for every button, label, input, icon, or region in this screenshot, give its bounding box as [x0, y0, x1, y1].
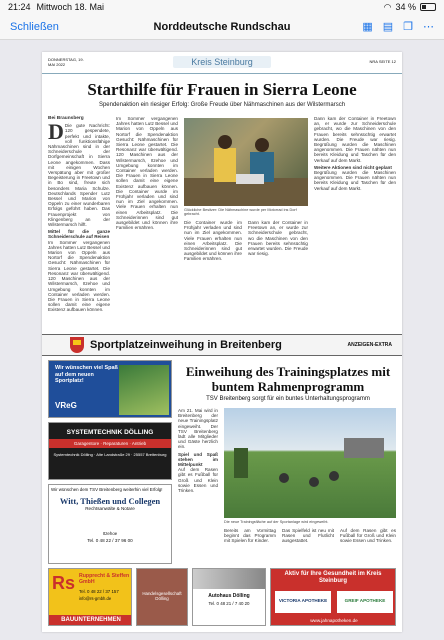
article1-text-4b: Dann kam der Container in Freetown an, er wurde zur Schneiderschule gebracht, wo die Maschinen von den Frauen bereits sehnsüchtig erwartet wurden. Die Freude war riesig.	[314, 116, 396, 142]
witt-office: Itzehoe	[102, 531, 118, 536]
section-title: Kreis Steinburg	[173, 56, 271, 68]
service-name: Handelsgesellschaft Dölling	[142, 591, 182, 601]
article2-column-4	[340, 528, 396, 564]
status-bar	[0, 0, 444, 14]
systemtechnik-ad[interactable]	[48, 422, 172, 480]
battery-icon	[420, 3, 436, 11]
article1-photo	[184, 118, 308, 206]
vr-bank-logo: VReG	[55, 401, 77, 410]
rupprecht-name: Rupprecht & Steffen GmbH	[79, 573, 130, 585]
article2-text-1: Am 21. Mai wird in Breitenberg der neue Trainingsplatz eingeweiht. Der TSV Breitenberg lädt alle Mitglieder und Gäste herzlich ein.	[178, 408, 218, 450]
article2-text-2: Auf dem Rasen gibt es Fußball für Groß und Klein sowie Essen und Trinken.	[178, 467, 218, 494]
article1-text-1: Die gute Nachricht: 120 gespendete, perfekt und intakte, voll funktionsfähige Nähmaschinen sind in der Schneiderschule der Dorfgemeinschaft in Sierra Leone angekommen. Dass mit einigen Wochen Verspätung aber mit großer Begeisterung in Freetown und in Bo sind, freute sich besonders Maria Schulze. Deutschlands Spender Lutz Bessel und Marion von Oppeln zu einer wunderbaren Erfolgs geführt haben. Das Frauenprojekt von Klingenberg an der Wilstermarsch hilft.	[48, 123, 110, 228]
victoria-pharmacy: VICTORIA APOTHEKE	[275, 591, 331, 613]
more-icon[interactable]: ⋯	[423, 21, 434, 33]
article1-text-2b: Im Sommer vergangenen Jahres hatten Lutz Bessel und Marion von Oppeln aus Nortorf die Spendenaktion Gesucht: Nähmaschinen für Sierra Leone gestartet. Die Resonanz war überwältigend. 120 Maschinen aus der Wilstermarsch, Itzehoe und Umgebung konnten im Container verladen werden. Die Frauen in Sierra Leone sollen damit eine eigene Existenz aufbauen können.	[116, 116, 178, 189]
article1-text-5b: Begrüßung wurden die Maschinen angenommen. Die Frauen nähten nun bereits Kleidung und Taschen für den Verkauf auf dem Markt.	[314, 170, 396, 191]
page-number: NRA SEITE 12	[369, 59, 396, 64]
auto-ad[interactable]	[192, 568, 266, 626]
breitenberg-crest-icon	[70, 337, 84, 353]
auto-name: Autohaus Dölling	[208, 593, 250, 599]
vr-ad[interactable]	[48, 360, 172, 418]
newspaper-page[interactable]	[42, 52, 402, 632]
vr-ad-headline: Wir wünschen viel Spaß auf dem neuen Sportplatz!	[55, 365, 118, 384]
article2-photo	[224, 408, 396, 518]
dropcap: D	[48, 119, 64, 145]
wifi-icon: ◠	[383, 1, 392, 12]
article2-text-4: Das Spielfeld ist neu mit Rasen und Flutlicht ausgestattet.	[282, 528, 334, 544]
article1-text-5: Begrüßung wurden die Maschinen angenommen. Die Frauen nähten nun bereits Kleidung und Taschen für den Verkauf auf dem Markt.	[314, 142, 396, 163]
article1-subheading-1: Mittel für die ganze Schneiderschule auf Reisen	[48, 229, 110, 240]
grid-view-icon[interactable]: ▦	[362, 21, 373, 33]
vr-ad-photo	[119, 365, 169, 415]
copy-icon[interactable]: ❐	[403, 21, 413, 33]
article1-column-2	[116, 116, 178, 326]
sport-banner	[42, 334, 402, 356]
article2-subheading-1: Spiel und Spaß stehen im Mittelpunkt	[178, 451, 218, 468]
sports-field-illustration	[224, 408, 396, 518]
article1-column-5	[314, 116, 396, 326]
status-date: Mittwoch 18. Mai	[36, 2, 105, 12]
witt-subtitle: Rechtsanwälte & Notare	[85, 506, 135, 511]
witt-intro: Wir wünschen dem TSV Breitenberg weiterhin viel Erfolg!	[51, 487, 163, 492]
article2-caption: Die neue Trainingsfläche auf der Sportanlage wird eingeweiht.	[224, 520, 329, 524]
rupprecht-phone: Tel. 0 48 22 / 37 157	[79, 589, 119, 594]
gesundheit-headline: Aktiv für Ihre Gesundheit im Kreis Steinburg	[284, 571, 382, 584]
article1-column-3	[184, 220, 242, 330]
article1-text-4: Dann kam der Container in Freetown an, er wurde zur Schneiderschule gebracht, wo die Maschinen von den Frauen bereits sehnsüchtig erwartet wurden. Die Freude war riesig.	[248, 220, 308, 257]
article2-text-3: Bereits am Vormittag beginnt das Programm mit Spielen für Kinder.	[224, 528, 276, 544]
article2-headline: Einweihung des Trainingsplatzes mit buntem Rahmenprogramm	[185, 364, 391, 394]
article1-byline: Bei Braunsberg	[48, 116, 84, 121]
article1-column-4	[248, 220, 308, 330]
gesundheit-web: www.jahnapotheken.de	[310, 618, 358, 623]
article1-column-1	[48, 116, 110, 326]
article1-text-3b: Die Container wurde im Frühjahr verladen und sind nun im Ziel angekommen. Viele Frauen erhalten nun einen Arbeitsplatz. Die Schneiderinnen sind gut ausgebildet und können ihre Familien ernähren.	[184, 220, 242, 262]
witt-name: Witt, Thießen und Collegen	[59, 496, 161, 506]
publication-title: Norddeutsche Rundschau	[153, 20, 291, 33]
close-button[interactable]: Schließen	[10, 20, 59, 33]
rs-logo: Rs	[52, 573, 76, 593]
page-date: DONNERSTAG, 19. MAI 2022	[48, 57, 84, 67]
auto-ad-image	[193, 569, 265, 589]
page-header	[42, 52, 402, 74]
systemtechnik-address: Systemtechnik Dölling · Alte Landstraße 29 · 25557 Breitenburg	[53, 452, 167, 457]
article2-column-2	[224, 528, 276, 564]
rupprecht-web: info@rs-gmbh.de	[79, 596, 112, 601]
article2-subhead: TSV Breitenberg sorgt für ein buntes Unterhaltungsprogramm	[206, 396, 370, 402]
article2-text-5: Auf dem Rasen gibt es Fußball für Groß und Klein sowie Essen und Trinken.	[340, 528, 396, 544]
toolbar	[0, 14, 444, 40]
systemtechnik-tagline: Garagentore · Reparaturen · Antrieb	[49, 439, 171, 448]
article1-caption: Glückliche Besitzer: Die Nähmaschine wurde per Motorrad ins Dorf gebracht.	[184, 208, 297, 217]
article1-subheading-2: Weitere Aktionen sind nicht geplant	[314, 164, 392, 170]
systemtechnik-name: SYSTEMTECHNIK DÖLLING	[66, 429, 154, 436]
article2-column-3	[282, 528, 334, 564]
gesundheit-ad[interactable]	[270, 568, 396, 626]
article1-subhead: Spendenaktion ein riesiger Erfolg: Große Freude über Nähmaschinen aus der Wilstermarsch	[98, 102, 346, 108]
photo-illustration	[184, 118, 308, 206]
article1-text-2: Im Sommer vergangenen Jahres hatten Lutz Bessel und Marion von Oppeln aus Nortorf die Spendenaktion Gesucht: Nähmaschinen für Sierra Leone gestartet. Die Resonanz war überwältigend. 120 Maschinen aus der Wilstermarsch, Itzehoe und Umgebung konnten im Container verladen werden. Die Frauen in Sierra Leone sollen damit eine eigene Existenz aufbauen können.	[48, 239, 110, 313]
article2-column-1	[178, 408, 218, 563]
rupprecht-footer: BAUUNTERNEHMEN	[49, 615, 132, 625]
status-time: 21:24	[8, 2, 31, 12]
witt-phone: Tel. 0 48 22 / 37 96 00	[87, 538, 133, 543]
sport-banner-title: Sportplatzeinweihung in Breitenberg	[90, 339, 282, 351]
sport-banner-tag: ANZEIGEN-EXTRA	[347, 342, 392, 348]
greif-pharmacy: GREIF APOTHEKE	[337, 591, 393, 613]
layout-icon[interactable]: ▤	[382, 21, 394, 33]
witt-ad[interactable]	[48, 484, 172, 564]
battery-percent: 34 %	[395, 2, 416, 12]
auto-phone: Tel. 0 48 21 / 7 40 20	[208, 601, 250, 606]
article1-headline: Starthilfe für Frauen in Sierra Leone	[87, 80, 357, 99]
rupprecht-ad[interactable]	[48, 568, 132, 626]
article1-text-3: Die Container wurde im Frühjahr verladen und sind nun im Ziel angekommen. Viele Frauen erhalten nun einen Arbeitsplatz. Die Schneiderinnen sind gut ausgebildet und können ihre Familien ernähren.	[116, 188, 178, 231]
service-ad[interactable]	[136, 568, 188, 626]
